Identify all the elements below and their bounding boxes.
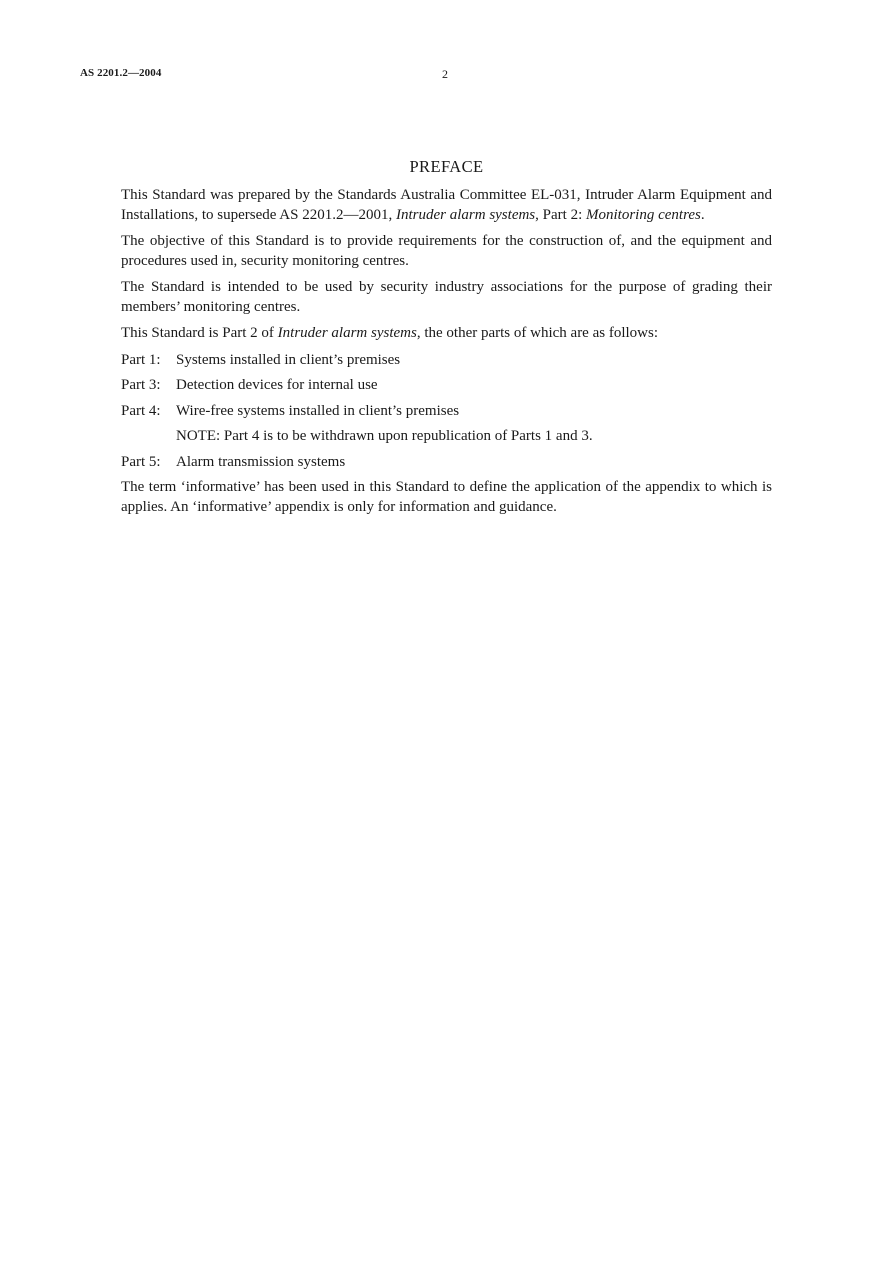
preface-paragraph-4	[121, 324, 772, 344]
page-header	[80, 67, 770, 83]
part-title: Systems installed in client’s premises	[176, 351, 401, 368]
part-label: Part 5:	[121, 453, 161, 470]
part-label: Part 1:	[121, 351, 161, 368]
publication-title: Intruder alarm systems	[277, 325, 417, 341]
list-item	[121, 351, 772, 371]
list-item	[121, 402, 772, 422]
preface-paragraph-1	[121, 186, 772, 225]
paragraph-text: .	[700, 206, 705, 223]
preface-section	[121, 156, 772, 524]
document-id: AS 2201.2—2004	[80, 67, 162, 79]
paragraph-text: , the other parts of which are as follows:	[416, 325, 659, 341]
list-item	[121, 376, 772, 396]
part-title: Detection devices for internal use	[176, 377, 378, 393]
paragraph-text: This Standard is Part 2 of	[121, 325, 278, 341]
section-title: PREFACE	[409, 157, 484, 176]
part-label: Part 3:	[121, 377, 161, 393]
paragraph-text: This Standard was prepared by the Standards Australia Committee EL-031, Intruder Alarm Equipment and Installations, to supersede AS 2201.2—2001,	[121, 187, 772, 223]
preface-paragraph-3: The Standard is intended to be used by security industry associations for the purpose of grading their members’ monitoring centres.	[121, 279, 772, 315]
note: NOTE: Part 4 is to be withdrawn upon republication of Parts 1 and 3.	[176, 428, 593, 444]
preface-paragraph-5: The term ‘informative’ has been used in this Standard to define the application of the appendix to which is applies. An ‘informative’ appendix is only for information and guidance.	[121, 479, 772, 515]
page-number: 2	[442, 67, 448, 81]
preface-paragraph-2: The objective of this Standard is to provide requirements for the construction of, and the equipment and procedures used in, security monitoring centres.	[121, 233, 772, 269]
part-title: Monitoring centres	[586, 206, 701, 223]
part-label: Part 4:	[121, 402, 161, 419]
publication-title: Intruder alarm systems	[395, 206, 536, 223]
list-item	[121, 453, 772, 473]
part-title: Wire-free systems installed in client’s premises	[176, 402, 460, 419]
paragraph-text: , Part 2:	[535, 206, 586, 223]
part-title: Alarm transmission systems	[176, 453, 346, 470]
